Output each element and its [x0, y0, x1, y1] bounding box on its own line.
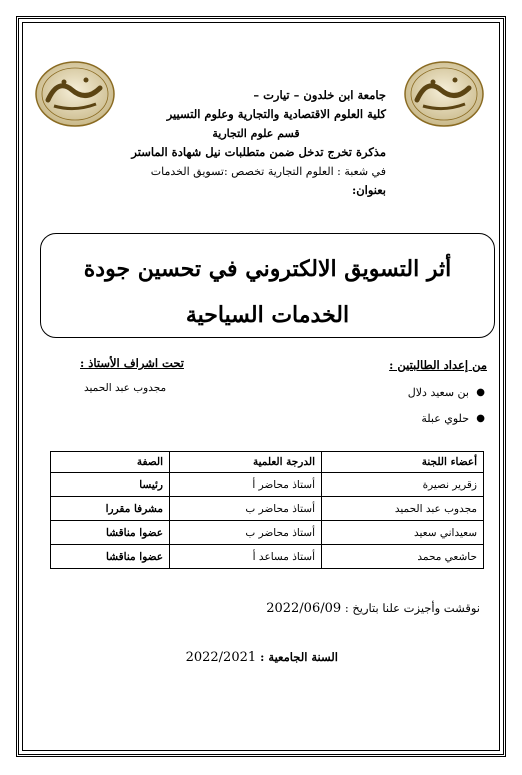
defense-date: 2022/06/09 [266, 601, 342, 616]
university-header [126, 86, 386, 200]
defense-label: نوقشت وأجيزت علنا بتاريخ : [344, 601, 480, 615]
committee-table [50, 451, 484, 569]
students-label: من إعداد الطالبتين : [389, 358, 487, 372]
branch-specialty: في شعبة : العلوم التجارية تخصص :تسويق الخدمات [150, 165, 386, 178]
table-row [51, 521, 484, 545]
department-name: قسم علوم التجارية [212, 127, 300, 140]
column-header: الدرجة العلمية [170, 452, 322, 473]
defense-line [266, 601, 480, 616]
university-name: جامعة ابن خلدون – تيارت – [253, 88, 386, 102]
student-name: بن سعيد دلال [407, 386, 469, 399]
thesis-note: مذكرة تخرج تدخل ضمن متطلبات نيل شهادة الماستر [131, 145, 386, 159]
students-list [408, 380, 487, 432]
bullet-icon: ● [476, 387, 485, 398]
list-item [408, 380, 487, 406]
bullet-icon: ● [476, 413, 485, 424]
member-role: مشرفا مقررا [51, 497, 170, 521]
thesis-title-box [40, 233, 495, 338]
member-grade: أستاذ محاضر ب [170, 497, 322, 521]
student-name: حلوي عبلة [421, 412, 469, 425]
table-row [51, 497, 484, 521]
supervisor-label: تحت اشراف الأستاذ : [80, 356, 184, 370]
supervisor-name: مجدوب عبد الحميد [84, 382, 167, 394]
column-header: أعضاء اللجنة [322, 452, 484, 473]
table-header-row [51, 452, 484, 473]
member-name: سعيداني سعيد [322, 521, 484, 545]
member-name: زقرير نصيرة [322, 473, 484, 497]
table-row [51, 545, 484, 569]
thesis-title: أثر التسويق الالكتروني في تحسين جودة الخدمات السياحية [83, 256, 452, 328]
member-role: عضوا مناقشا [51, 545, 170, 569]
faculty-name: كلية العلوم الاقتصادية والتجارية وعلوم التسيير [166, 107, 386, 121]
member-grade: أستاذ محاضر أ [170, 473, 322, 497]
table-row [51, 473, 484, 497]
academic-year-value: 2022/2021 [185, 650, 257, 665]
member-role: رئيسا [51, 473, 170, 497]
academic-year-label: السنة الجامعية : [260, 650, 338, 664]
column-header: الصفة [51, 452, 170, 473]
member-role: عضوا مناقشا [51, 521, 170, 545]
member-grade: أستاذ مساعد أ [170, 545, 322, 569]
title-intro: بعنوان: [351, 183, 386, 197]
member-name: مجدوب عبد الحميد [322, 497, 484, 521]
list-item [408, 406, 487, 432]
member-grade: أستاذ محاضر ب [170, 521, 322, 545]
academic-year-line [186, 650, 338, 665]
university-seal-right [403, 60, 485, 128]
member-name: حاشعي محمد [322, 545, 484, 569]
university-seal-left [34, 60, 116, 128]
